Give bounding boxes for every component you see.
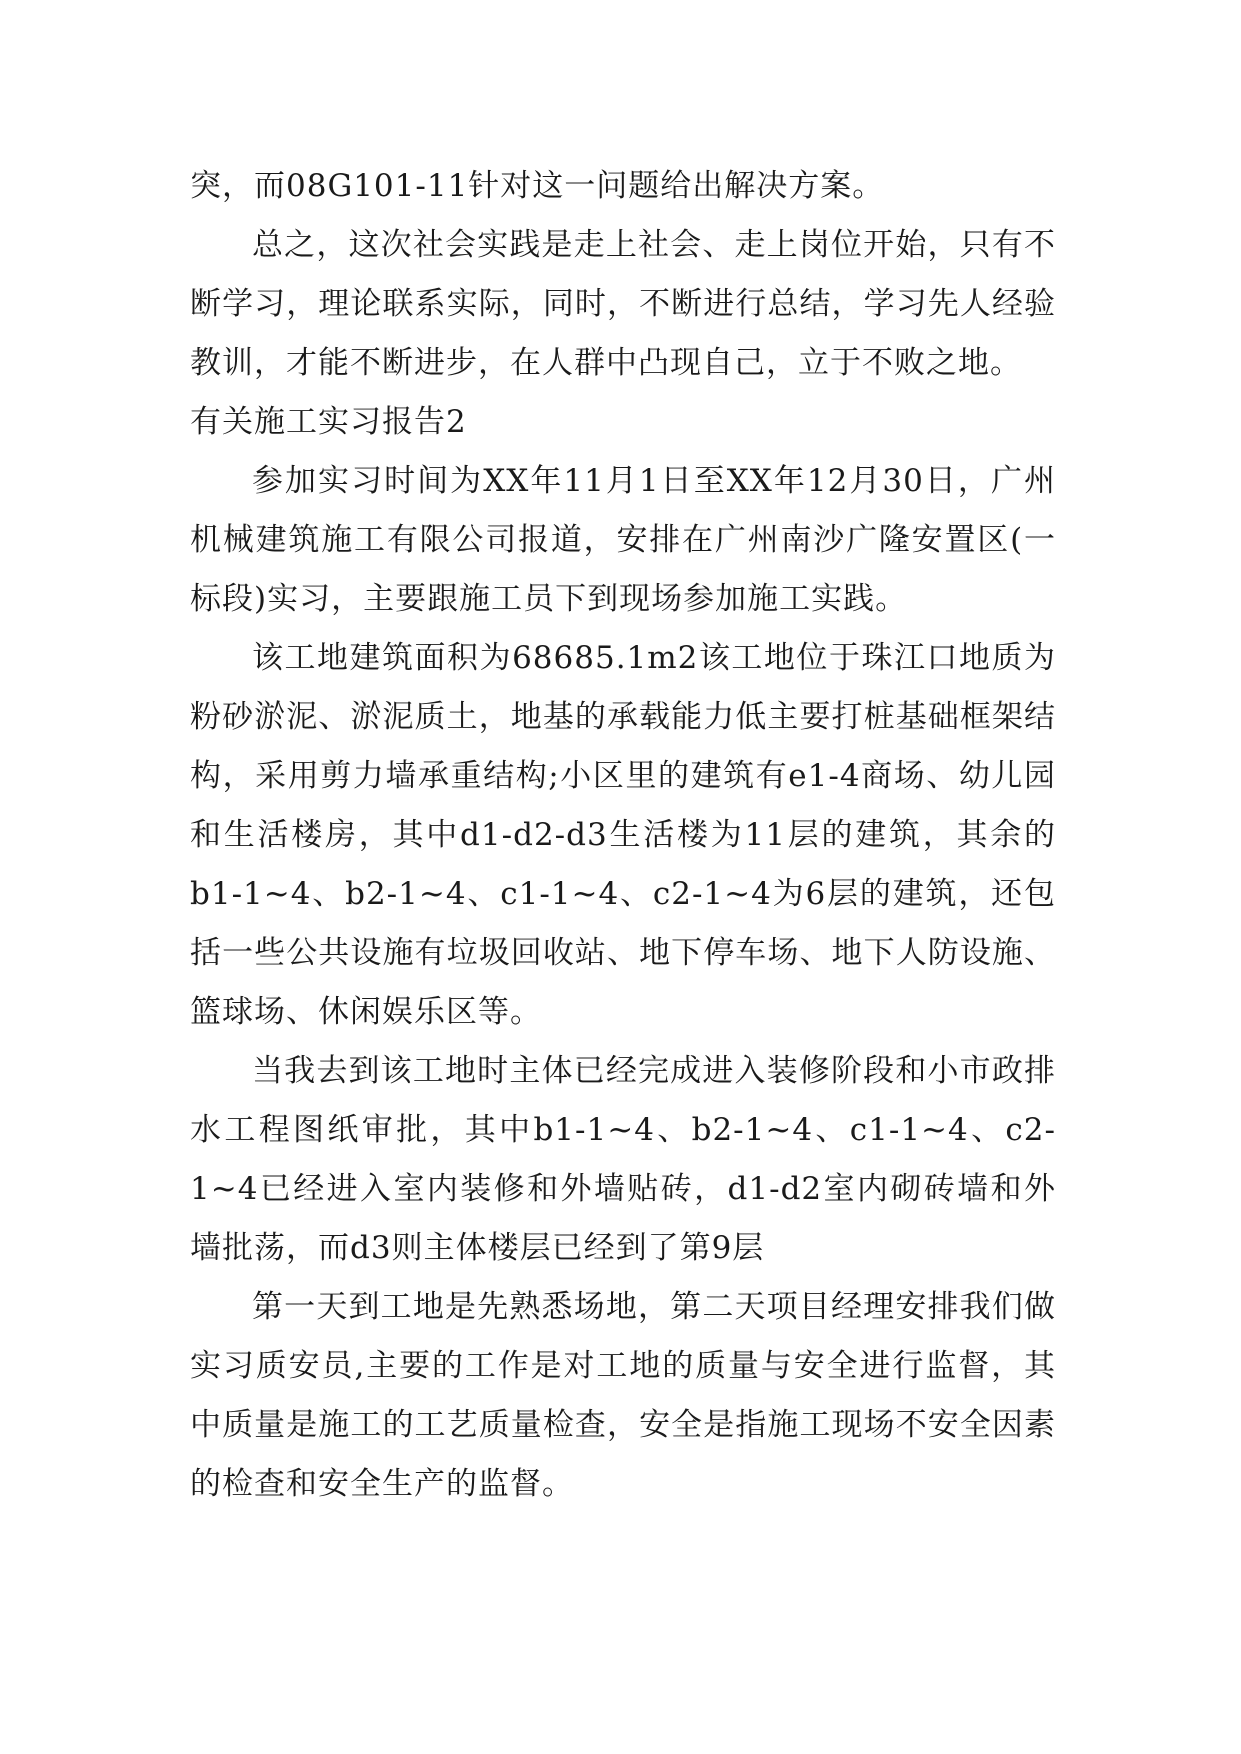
paragraph-site-description: 该工地建筑面积为68685.1m2该工地位于珠江口地质为粉砂淤泥、淤泥质土，地基的承载能力低主要打桩基础框架结构，采用剪力墙承重结构;小区里的建筑有e1-4商场、幼儿园和生活楼房，其中d1-d2-d3生活楼为11层的建筑，其余的b1-1~4、b2-1~4、c1-1~4、c2-1~4为6层的建筑，还包括一些公共设施有垃圾回收站、地下停车场、地下人防设施、篮球场、休闲娱乐区等。 — [190, 640, 1056, 1030]
section-heading: 有关施工实习报告2 — [190, 404, 467, 440]
paragraph-site-progress: 当我去到该工地时主体已经完成进入装修阶段和小市政排水工程图纸审批，其中b1-1~4、b2-1~4、c1-1~4、c2-1~4已经进入室内装修和外墙贴砖，d1-d2室内砌砖墙和外墙批荡，而d3则主体楼层已经到了第9层 — [190, 1053, 1056, 1266]
paragraph-internship-period: 参加实习时间为XX年11月1日至XX年12月30日，广州机械建筑施工有限公司报道，安排在广州南沙广隆安置区(一标段)实习，主要跟施工员下到现场参加施工实践。 — [190, 463, 1056, 617]
paragraph-conclusion: 总之，这次社会实践是走上社会、走上岗位开始，只有不断学习，理论联系实际，同时，不断进行总结，学习先人经验教训，才能不断进步，在人群中凸现自己，立于不败之地。 — [190, 227, 1056, 381]
paragraph-continuation: 突，而08G101-11针对这一问题给出解决方案。 — [190, 168, 885, 204]
document-body — [190, 157, 1056, 1514]
paragraph-duties: 第一天到工地是先熟悉场地，第二天项目经理安排我们做实习质安员,主要的工作是对工地的质量与安全进行监督，其中质量是施工的工艺质量检查，安全是指施工现场不安全因素的检查和安全生产的监督。 — [190, 1289, 1056, 1502]
